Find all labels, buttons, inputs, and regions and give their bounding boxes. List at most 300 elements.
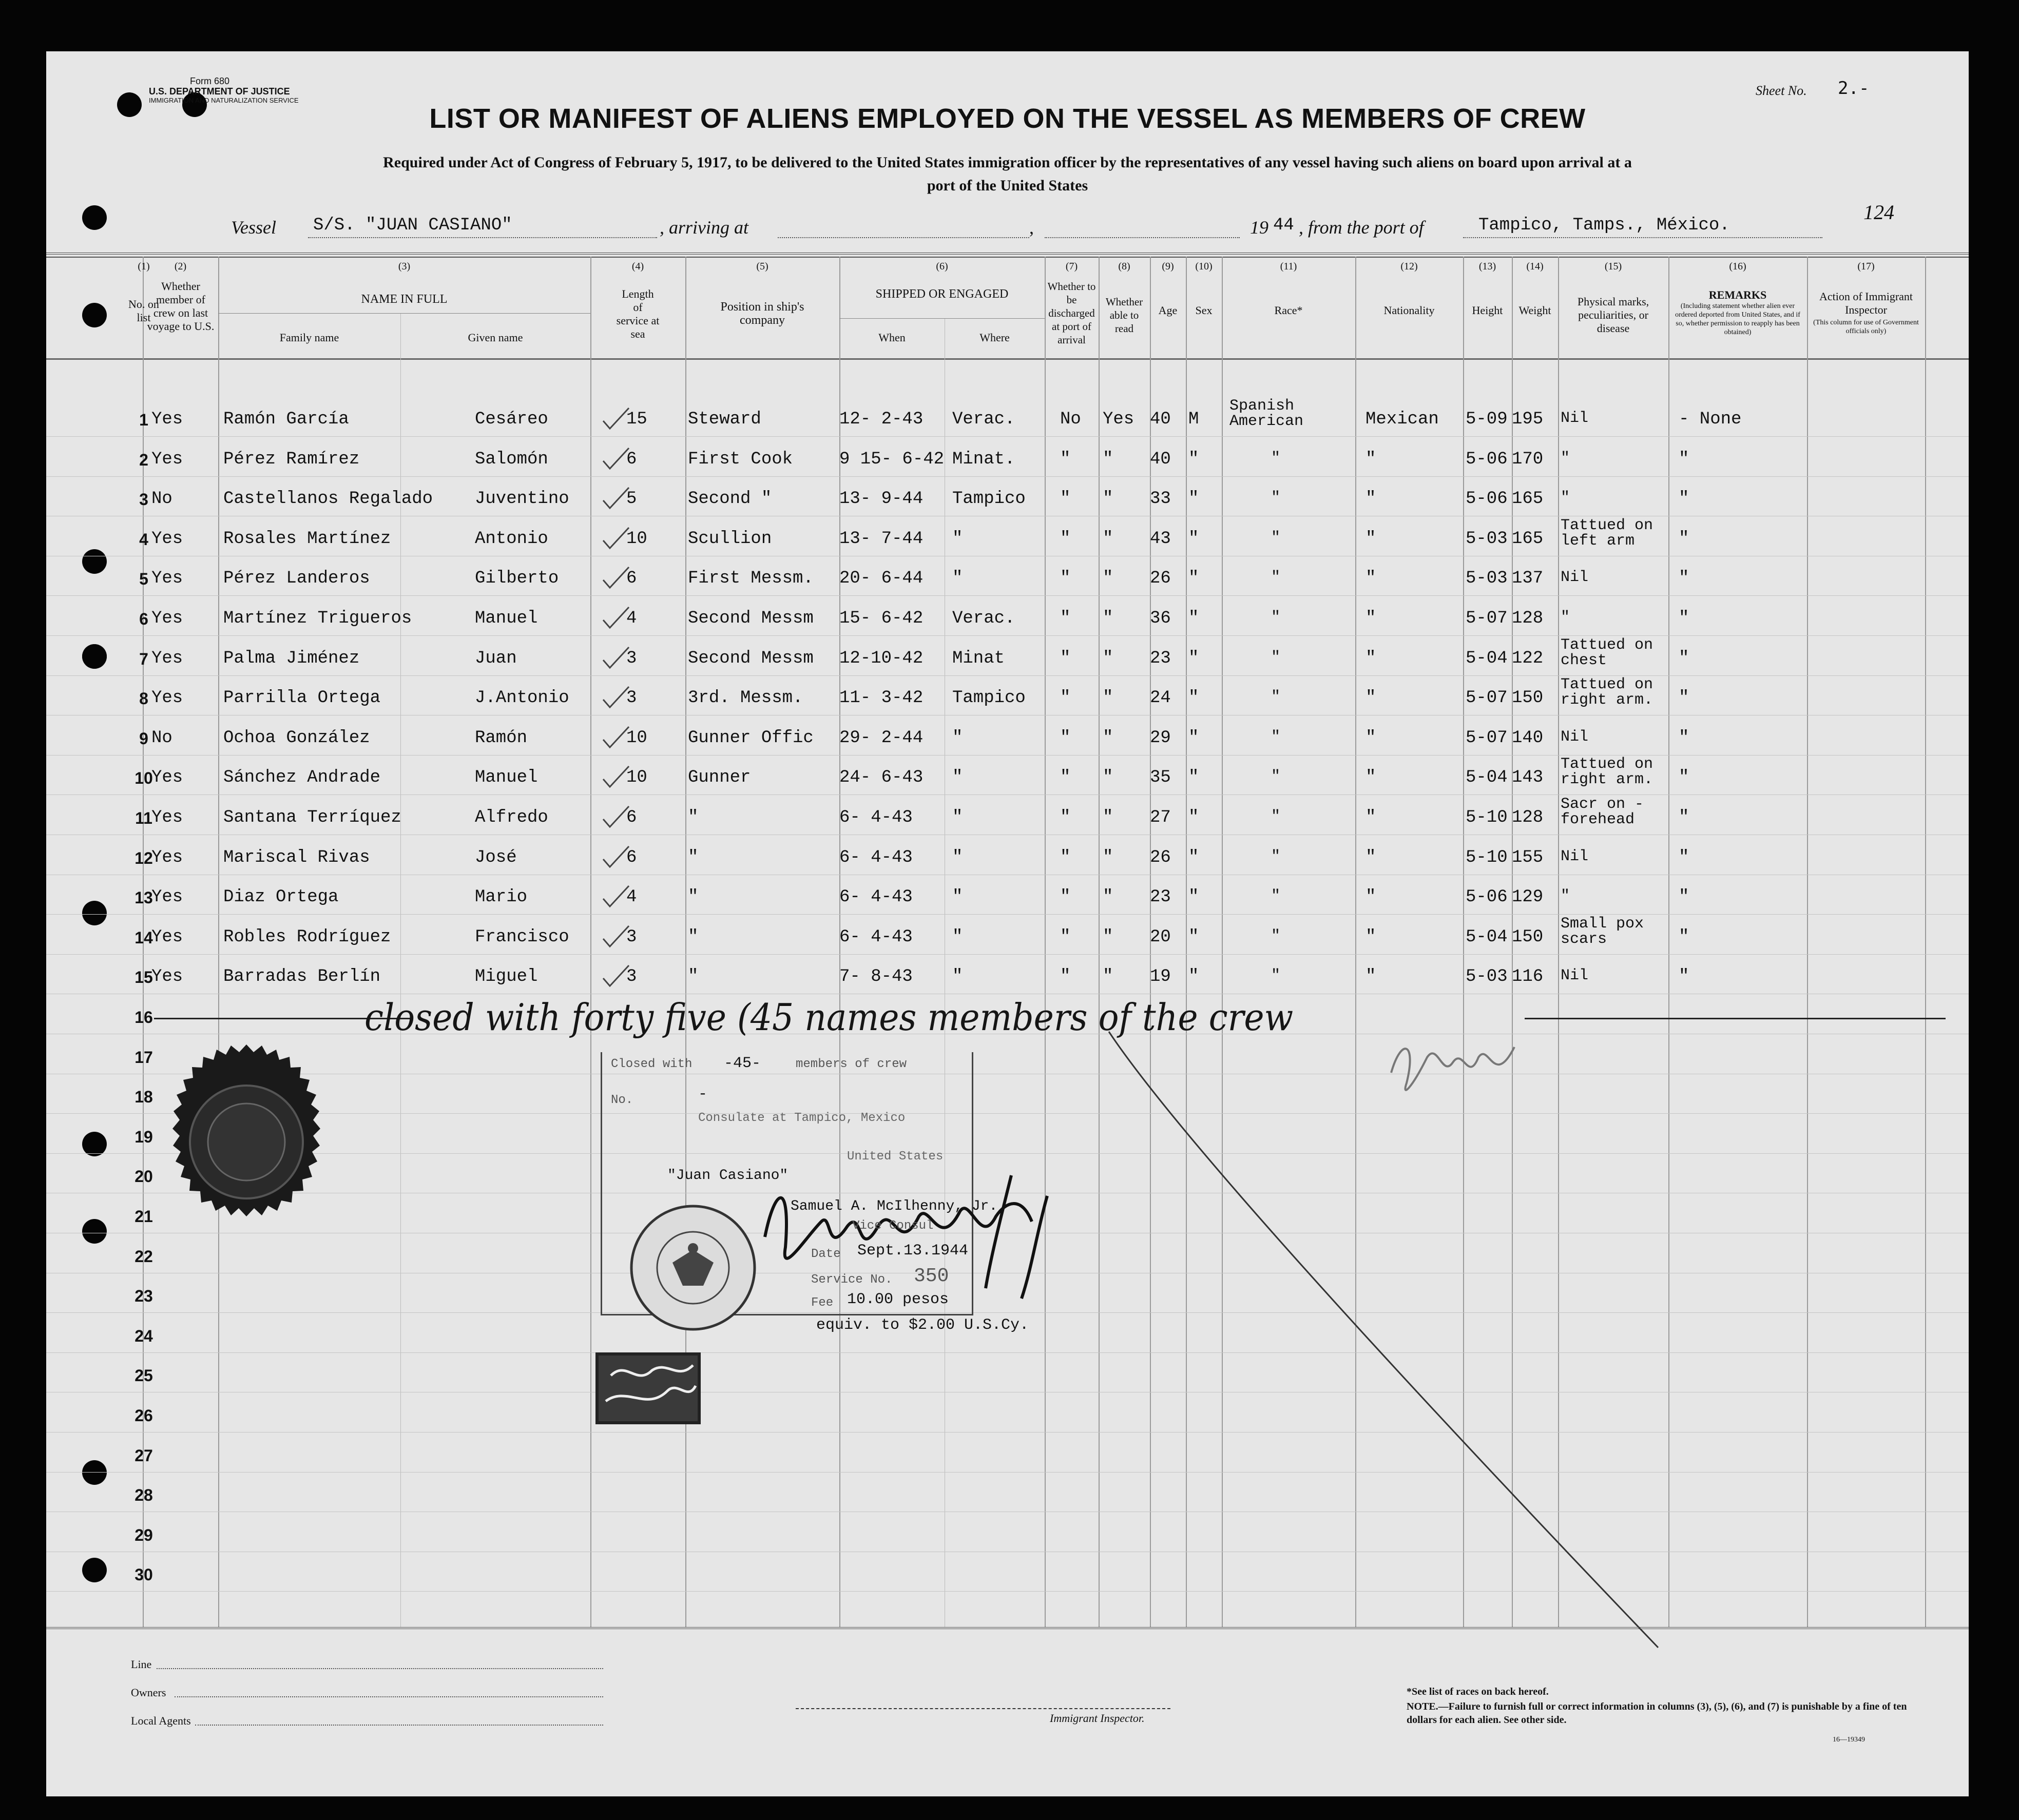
- row-number: 27: [134, 1446, 153, 1465]
- row-number: 26: [134, 1406, 153, 1425]
- cell-nat: ": [1366, 927, 1376, 947]
- col-header-when: When: [878, 331, 906, 344]
- cell-when: 12-10-42: [839, 648, 924, 668]
- cell-weight: 122: [1512, 648, 1544, 668]
- footer-note: NOTE.—Failure to furnish full or correct information in columns (3), (5), (6), and (7) is punishable by a fine of ten dollars for each alien. See other side.: [1407, 1701, 1907, 1726]
- cell-where: Tampico: [952, 489, 1026, 509]
- cell-where: Minat.: [952, 449, 1015, 469]
- cell-nat: ": [1366, 688, 1376, 708]
- footer-race-note: *See list of races on back hereof.: [1407, 1686, 1549, 1697]
- cell-race: ": [1271, 927, 1280, 945]
- punch-hole: [82, 1460, 107, 1485]
- footer-owners-label: Owners: [131, 1686, 166, 1699]
- col-header-sex: Sex: [1195, 304, 1213, 317]
- cell-position: 3rd. Messm.: [688, 688, 803, 708]
- cell-where: Verac.: [952, 410, 1015, 429]
- cell-age: 35: [1150, 768, 1171, 788]
- cell-position: First Cook: [688, 449, 793, 469]
- cell-sex: ": [1188, 967, 1199, 987]
- stamp-service-label: Service No.: [811, 1273, 893, 1287]
- cell-where: ": [952, 808, 963, 827]
- check-mark-icon: [601, 764, 631, 789]
- cell-position: ": [688, 887, 699, 907]
- cell-read: ": [1103, 648, 1113, 668]
- row-number: 17: [134, 1048, 153, 1067]
- cell-family: Ochoa González: [223, 728, 370, 748]
- cell-marks: Small pox scars: [1561, 915, 1644, 948]
- cell-nat: ": [1366, 529, 1376, 549]
- cell-family: Pérez Ramírez: [223, 449, 360, 469]
- port-name: Tampico, Tamps., México.: [1478, 216, 1730, 235]
- cell-height: 5-06: [1466, 887, 1508, 907]
- check-mark-icon: [601, 525, 631, 551]
- cell-where: Tampico: [952, 688, 1026, 708]
- cell-service: 10: [626, 529, 647, 549]
- cell-prev: Yes: [151, 967, 183, 987]
- row-number: 12: [134, 848, 153, 867]
- embossed-seal: [144, 1021, 349, 1263]
- row-number: 10: [134, 769, 153, 788]
- cell-where: ": [952, 529, 963, 549]
- cell-race: ": [1271, 609, 1280, 626]
- col-header-action-note: (This column for use of Government officials only): [1813, 319, 1919, 335]
- vessel-label: Vessel: [231, 217, 276, 238]
- cell-nat: ": [1366, 569, 1376, 589]
- col-header-position: Position in ship's company: [720, 300, 804, 327]
- cell-read: ": [1103, 967, 1113, 987]
- row-number: 13: [134, 888, 153, 907]
- cell-age: 20: [1150, 927, 1171, 947]
- cell-given: Mario: [475, 887, 528, 907]
- cell-where: Verac.: [952, 609, 1015, 628]
- cell-position: Gunner: [688, 768, 751, 788]
- cell-position: Scullion: [688, 529, 772, 549]
- cell-nat: ": [1366, 728, 1376, 748]
- row-number: 28: [134, 1486, 153, 1505]
- cell-sex: ": [1188, 529, 1199, 549]
- cell-position: Gunner Offic: [688, 728, 814, 748]
- cell-prev: Yes: [151, 808, 183, 827]
- cell-remarks: - None: [1679, 410, 1742, 429]
- col-num: (2): [174, 261, 187, 272]
- printer-code: 16—19349: [1833, 1736, 1865, 1744]
- cell-disch: ": [1060, 728, 1071, 748]
- cell-age: 40: [1150, 449, 1171, 469]
- col-num: (15): [1604, 261, 1622, 272]
- cell-family: Diaz Ortega: [223, 887, 339, 907]
- cell-weight: 128: [1512, 609, 1544, 628]
- cell-sex: ": [1188, 728, 1199, 748]
- cell-position: Steward: [688, 410, 761, 429]
- cell-service: 4: [626, 609, 637, 628]
- revenue-stamp-cancel: [601, 1355, 698, 1422]
- cell-height: 5-06: [1466, 489, 1508, 509]
- arriving-label: , arriving at: [660, 217, 749, 238]
- cell-given: Antonio: [475, 529, 548, 549]
- check-mark-icon: [601, 605, 631, 630]
- col-header-remarks: REMARKS: [1708, 288, 1767, 301]
- cell-nat: Mexican: [1366, 410, 1439, 429]
- cell-read: ": [1103, 688, 1113, 708]
- cell-when: 24- 6-43: [839, 768, 924, 788]
- col-num: (4): [631, 261, 644, 272]
- cell-when: 11- 3-42: [839, 688, 924, 708]
- cell-position: ": [688, 967, 699, 987]
- punch-hole: [82, 549, 107, 574]
- cell-read: ": [1103, 927, 1113, 947]
- cell-prev: Yes: [151, 449, 183, 469]
- cell-when: 6- 4-43: [839, 927, 913, 947]
- cell-age: 24: [1150, 688, 1171, 708]
- row-number: 7: [139, 649, 148, 668]
- cell-read: ": [1103, 847, 1113, 867]
- cell-family: Pérez Landeros: [223, 569, 370, 589]
- punch-hole: [82, 644, 107, 669]
- cell-weight: 165: [1512, 529, 1544, 549]
- check-mark-icon: [601, 923, 631, 949]
- cell-marks: Nil: [1561, 967, 1589, 985]
- stamp-vessel: "Juan Casiano": [667, 1168, 789, 1184]
- cell-age: 27: [1150, 808, 1171, 827]
- cell-remarks: ": [1679, 808, 1689, 827]
- col-header-action: Action of Immigrant Inspector: [1819, 290, 1913, 316]
- cell-disch: ": [1060, 489, 1071, 509]
- cell-race: ": [1271, 967, 1280, 985]
- cell-family: Palma Jiménez: [223, 648, 360, 668]
- cell-service: 10: [626, 768, 647, 788]
- cell-nat: ": [1366, 489, 1376, 509]
- col-header-where: Where: [979, 331, 1010, 344]
- cell-race: ": [1271, 808, 1280, 825]
- cell-given: Cesáreo: [475, 410, 548, 429]
- col-num: (9): [1162, 261, 1174, 272]
- form-number: Form 680: [190, 76, 230, 86]
- row-number: 3: [139, 490, 148, 509]
- stamp-equiv: equiv. to $2.00 U.S.Cy.: [816, 1316, 1029, 1334]
- check-mark-icon: [601, 684, 631, 710]
- cell-sex: ": [1188, 489, 1199, 509]
- cell-nat: ": [1366, 967, 1376, 987]
- row-number: 20: [134, 1167, 153, 1186]
- cell-given: Manuel: [475, 609, 538, 628]
- punch-hole: [82, 1558, 107, 1582]
- cell-remarks: ": [1679, 728, 1689, 748]
- cell-nat: ": [1366, 648, 1376, 668]
- cell-position: Second Messm: [688, 648, 814, 668]
- cell-position: ": [688, 847, 699, 867]
- cell-age: 19: [1150, 967, 1171, 987]
- footer-agents-label: Local Agents: [131, 1714, 191, 1727]
- department: U.S. DEPARTMENT OF JUSTICE: [149, 86, 290, 96]
- cell-where: ": [952, 847, 963, 867]
- cell-read: ": [1103, 768, 1113, 788]
- cell-height: 5-07: [1466, 728, 1508, 748]
- footer-line-label: Line: [131, 1658, 152, 1671]
- stamp-date: Sept.13.1944: [857, 1242, 969, 1260]
- cell-age: 26: [1150, 569, 1171, 589]
- cell-family: Mariscal Rivas: [223, 847, 370, 867]
- cell-disch: ": [1060, 967, 1071, 987]
- cell-race: ": [1271, 449, 1280, 467]
- cell-weight: 129: [1512, 887, 1544, 907]
- cell-read: ": [1103, 808, 1113, 827]
- cell-weight: 155: [1512, 847, 1544, 867]
- col-header-no: No. on list: [128, 298, 159, 324]
- cell-where: ": [952, 967, 963, 987]
- stamp-date-label: Date: [811, 1247, 841, 1261]
- cell-given: Alfredo: [475, 808, 548, 827]
- cell-height: 5-07: [1466, 609, 1508, 628]
- punch-hole: [82, 1132, 107, 1156]
- row-number: 16: [134, 1008, 153, 1027]
- cell-service: 3: [626, 648, 637, 668]
- cell-marks: ": [1561, 887, 1570, 905]
- cell-weight: 116: [1512, 967, 1544, 987]
- cell-prev: Yes: [151, 847, 183, 867]
- stamp-service-no: 350: [914, 1265, 949, 1287]
- cell-sex: ": [1188, 648, 1199, 668]
- cell-given: Francisco: [475, 927, 569, 947]
- cell-weight: 170: [1512, 449, 1544, 469]
- punch-hole: [82, 303, 107, 327]
- cell-weight: 137: [1512, 569, 1544, 589]
- col-num: (8): [1118, 261, 1130, 272]
- cell-prev: Yes: [151, 648, 183, 668]
- cell-where: ": [952, 927, 963, 947]
- cell-weight: 128: [1512, 808, 1544, 827]
- cell-nat: ": [1366, 808, 1376, 827]
- cell-disch: ": [1060, 569, 1071, 589]
- cell-disch: ": [1060, 847, 1071, 867]
- cell-read: ": [1103, 609, 1113, 628]
- footer-inspector-label: Immigrant Inspector.: [1050, 1712, 1145, 1725]
- check-mark-icon: [601, 844, 631, 869]
- cell-when: 6- 4-43: [839, 847, 913, 867]
- stamp-no-value: -: [698, 1086, 708, 1103]
- form-title: LIST OR MANIFEST OF ALIENS EMPLOYED ON THE VESSEL AS MEMBERS OF CREW: [429, 103, 1586, 134]
- cell-family: Santana Terríquez: [223, 808, 401, 827]
- cell-nat: ": [1366, 449, 1376, 469]
- col-header-age: Age: [1158, 304, 1178, 317]
- cell-when: 6- 4-43: [839, 887, 913, 907]
- row-number: 6: [139, 610, 148, 628]
- row-number: 30: [134, 1565, 153, 1584]
- comma: ,: [1029, 217, 1034, 238]
- cell-position: Second ": [688, 489, 772, 509]
- row-number: 14: [134, 928, 153, 947]
- vessel-name: S/S. "JUAN CASIANO": [313, 216, 512, 235]
- cell-sex: ": [1188, 688, 1199, 708]
- cell-remarks: ": [1679, 569, 1689, 589]
- cell-service: 15: [626, 410, 647, 429]
- stamp-no-label: No.: [611, 1093, 633, 1107]
- cell-height: 5-07: [1466, 688, 1508, 708]
- row-number: 11: [135, 809, 152, 827]
- cell-given: J.Antonio: [475, 688, 569, 708]
- cell-remarks: ": [1679, 529, 1689, 549]
- cell-prev: Yes: [151, 410, 183, 429]
- check-mark-icon: [601, 724, 631, 750]
- cell-family: Robles Rodríguez: [223, 927, 391, 947]
- col-num: (17): [1857, 261, 1875, 272]
- cell-height: 5-10: [1466, 808, 1508, 827]
- cell-remarks: ": [1679, 887, 1689, 907]
- col-header-prev-voyage: Whether member of crew on last voyage to U.S.: [147, 280, 215, 333]
- cell-prev: Yes: [151, 609, 183, 628]
- cell-disch: ": [1060, 768, 1071, 788]
- cell-remarks: ": [1679, 768, 1689, 788]
- cell-prev: Yes: [151, 688, 183, 708]
- col-num: (5): [756, 261, 768, 272]
- cell-height: 5-03: [1466, 967, 1508, 987]
- check-mark-icon: [601, 804, 631, 829]
- cell-race: ": [1271, 768, 1280, 786]
- from-port-label: , from the port of: [1299, 217, 1424, 238]
- col-num: (11): [1280, 261, 1297, 272]
- col-header-nationality: Nationality: [1383, 304, 1435, 317]
- stamp-officer: Samuel A. McIlhenny, Jr.: [791, 1198, 998, 1214]
- cell-race: Spanish American: [1229, 397, 1304, 430]
- col-num: (7): [1065, 261, 1078, 272]
- cell-age: 26: [1150, 847, 1171, 867]
- cell-sex: ": [1188, 887, 1199, 907]
- row-number: 23: [134, 1287, 153, 1306]
- row-number: 9: [139, 729, 148, 748]
- cell-height: 5-04: [1466, 768, 1508, 788]
- cell-nat: ": [1366, 609, 1376, 628]
- punch-hole: [82, 901, 107, 925]
- cell-remarks: ": [1679, 489, 1689, 509]
- cell-age: 33: [1150, 489, 1171, 509]
- cell-marks: Nil: [1561, 569, 1589, 587]
- cell-service: 6: [626, 808, 637, 827]
- cell-given: Miguel: [475, 967, 538, 987]
- closing-note: closed with forty five (45 names members of the crew: [364, 996, 1294, 1039]
- punch-hole: [82, 1219, 107, 1244]
- stamp-fee: 10.00 pesos: [847, 1291, 949, 1308]
- cell-remarks: ": [1679, 967, 1689, 987]
- cell-prev: No: [151, 728, 172, 748]
- cell-sex: ": [1188, 808, 1199, 827]
- cell-where: ": [952, 887, 963, 907]
- cell-service: 3: [626, 967, 637, 987]
- cell-where: ": [952, 569, 963, 589]
- year-prefix: 19: [1250, 217, 1268, 238]
- cell-age: 43: [1150, 529, 1171, 549]
- cell-prev: Yes: [151, 569, 183, 589]
- punch-hole: [82, 205, 107, 230]
- cell-weight: 150: [1512, 688, 1544, 708]
- cell-marks: Sacr on - forehead: [1561, 796, 1644, 828]
- cell-weight: 143: [1512, 768, 1544, 788]
- row-number: 21: [134, 1207, 153, 1226]
- manifest-sheet: [46, 51, 1969, 1796]
- cell-disch: ": [1060, 449, 1071, 469]
- cell-marks: ": [1561, 609, 1570, 626]
- cell-when: 6- 4-43: [839, 808, 913, 827]
- cell-marks: Nil: [1561, 847, 1589, 865]
- stamp-closed-count: -45-: [724, 1055, 761, 1072]
- cell-race: ": [1271, 529, 1280, 547]
- cell-where: ": [952, 768, 963, 788]
- cell-service: 3: [626, 688, 637, 708]
- col-num: (3): [398, 261, 411, 272]
- cell-position: ": [688, 808, 699, 827]
- stamp-consulate: Consulate at Tampico, Mexico: [698, 1111, 906, 1125]
- cell-sex: ": [1188, 927, 1199, 947]
- cell-read: ": [1103, 529, 1113, 549]
- page-number: 124: [1863, 201, 1894, 224]
- cell-race: ": [1271, 688, 1280, 706]
- cell-family: Castellanos Regalado: [223, 489, 433, 509]
- cell-weight: 150: [1512, 927, 1544, 947]
- cell-position: First Messm.: [688, 569, 814, 589]
- cell-when: 9 15- 6-42: [839, 449, 945, 469]
- row-number: 25: [134, 1366, 153, 1385]
- cell-disch: No: [1060, 410, 1081, 429]
- cell-race: ": [1271, 728, 1280, 746]
- col-num: (10): [1195, 261, 1213, 272]
- check-mark-icon: [601, 446, 631, 471]
- col-header-marks: Physical marks, peculiarities, or disease: [1577, 295, 1649, 335]
- stamp-closed-label: Closed with: [611, 1057, 693, 1071]
- col-num: (6): [936, 261, 948, 272]
- stamp-dest: United States: [847, 1150, 944, 1164]
- cell-given: Ramón: [475, 728, 528, 748]
- cell-remarks: ": [1679, 449, 1689, 469]
- cell-sex: ": [1188, 847, 1199, 867]
- cell-disch: ": [1060, 887, 1071, 907]
- check-mark-icon: [601, 963, 631, 989]
- cell-prev: Yes: [151, 529, 183, 549]
- cell-marks: ": [1561, 489, 1570, 507]
- cell-remarks: ": [1679, 648, 1689, 668]
- cell-family: Sánchez Andrade: [223, 768, 381, 788]
- cell-when: 13- 9-44: [839, 489, 924, 509]
- col-num: (16): [1729, 261, 1746, 272]
- cell-family: Martínez Trigueros: [223, 609, 412, 628]
- cell-race: ": [1271, 887, 1280, 905]
- cell-race: ": [1271, 847, 1280, 865]
- cell-remarks: ": [1679, 688, 1689, 708]
- row-number: 19: [134, 1127, 153, 1146]
- cell-marks: Nil: [1561, 728, 1589, 746]
- cell-service: 6: [626, 569, 637, 589]
- cell-nat: ": [1366, 887, 1376, 907]
- cell-family: Barradas Berlín: [223, 967, 381, 987]
- cell-marks: Tattued on right arm.: [1561, 676, 1653, 709]
- cell-height: 5-09: [1466, 410, 1508, 429]
- cell-remarks: ": [1679, 847, 1689, 867]
- col-header-shipped: SHIPPED OR ENGAGED: [875, 287, 1009, 301]
- cell-disch: ": [1060, 688, 1071, 708]
- cell-position: ": [688, 927, 699, 947]
- cell-when: 20- 6-44: [839, 569, 924, 589]
- row-number: 15: [134, 968, 153, 987]
- cell-height: 5-03: [1466, 569, 1508, 589]
- cell-sex: ": [1188, 609, 1199, 628]
- cell-sex: ": [1188, 449, 1199, 469]
- cell-service: 4: [626, 887, 637, 907]
- col-header-family-name: Family name: [279, 331, 339, 344]
- cell-age: 36: [1150, 609, 1171, 628]
- cell-read: ": [1103, 569, 1113, 589]
- check-mark-icon: [601, 485, 631, 511]
- row-number: 29: [134, 1525, 153, 1544]
- cell-family: Parrilla Ortega: [223, 688, 381, 708]
- row-number: 5: [139, 570, 148, 589]
- cell-marks: Tattued on chest: [1561, 636, 1653, 669]
